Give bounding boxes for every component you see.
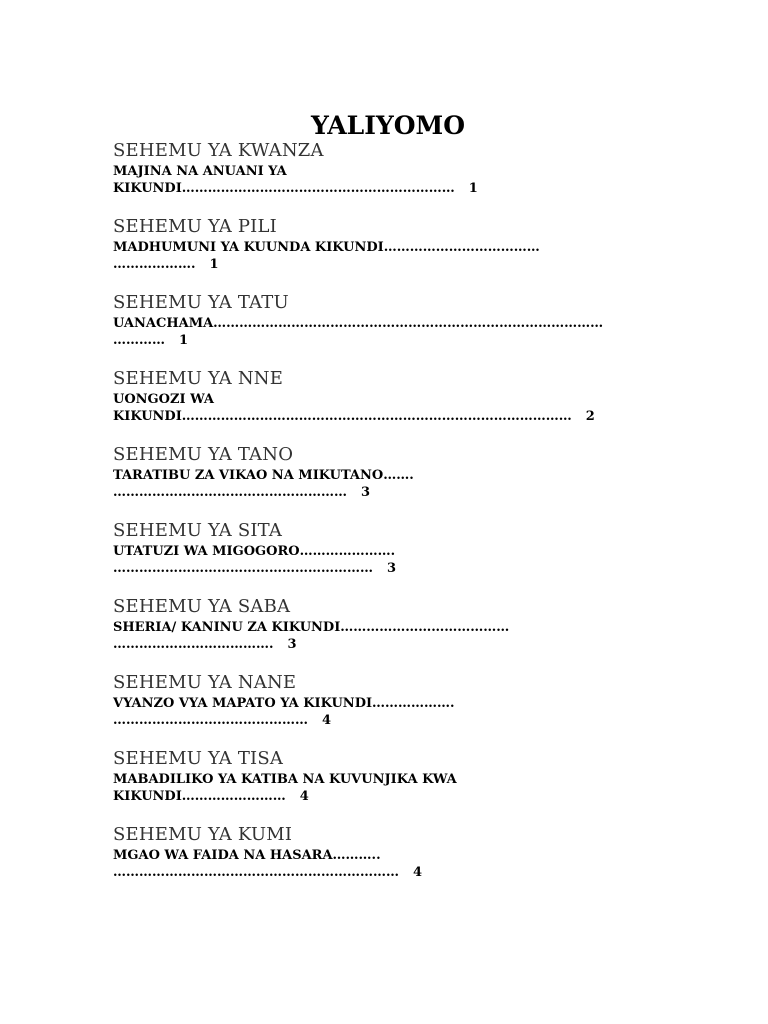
- toc-entry-line: MADHUMUNI YA KUUNDA KIKUNDI………………………………: [113, 240, 540, 255]
- toc-section-10: [113, 823, 673, 899]
- toc-entry-line: VYANZO VYA MAPATO YA KIKUNDI……………….: [113, 696, 455, 711]
- toc-page-number: 1: [468, 181, 478, 196]
- toc-entry-line: SHERIA/ KANINU ZA KIKUNDI…………………………………: [113, 620, 510, 635]
- toc-entry-text: ………………………………………………: [113, 485, 347, 500]
- toc-page-number: 2: [585, 409, 595, 424]
- toc-entry-text: KIKUNDI………………………………………………………: [113, 181, 455, 196]
- section-heading: SEHEMU YA TATU: [113, 292, 289, 313]
- section-heading: SEHEMU YA PILI: [113, 216, 277, 237]
- section-heading: SEHEMU YA SABA: [113, 596, 291, 617]
- toc-entry-line-leader: [113, 256, 673, 273]
- toc-entry-line-leader: [113, 484, 673, 501]
- toc-entry-line: UONGOZI WA: [113, 392, 214, 407]
- toc-entry-text: …………: [113, 333, 165, 348]
- toc-section-5: [113, 443, 673, 519]
- toc-page-number: 1: [209, 257, 219, 272]
- document-title: YALIYOMO: [311, 111, 465, 140]
- toc-page-number: 3: [287, 637, 297, 652]
- toc-entry-text: ……………………………………………………: [113, 561, 373, 576]
- toc-entry-text: ……………….: [113, 257, 196, 272]
- toc-section-2: [113, 215, 673, 291]
- toc-page-number: 4: [413, 865, 423, 880]
- toc-page-number: 3: [361, 485, 371, 500]
- section-heading: SEHEMU YA TISA: [113, 748, 284, 769]
- toc-entry-text: …………………………………………………………: [113, 865, 399, 880]
- toc-section-1: [113, 139, 673, 215]
- toc-entry-line-leader: [113, 788, 673, 805]
- section-heading: SEHEMU YA NNE: [113, 368, 284, 389]
- toc-section-4: [113, 367, 673, 443]
- section-heading: SEHEMU YA NANE: [113, 672, 297, 693]
- section-heading: SEHEMU YA SITA: [113, 520, 283, 541]
- table-of-contents: [113, 139, 673, 899]
- toc-entry-line: UANACHAMA………………………………………………………………………………: [113, 316, 604, 331]
- toc-entry-line-leader: [113, 560, 673, 577]
- toc-entry-line-leader: [113, 636, 673, 653]
- toc-page-number: 4: [322, 713, 332, 728]
- toc-section-9: [113, 747, 673, 823]
- toc-entry-line-leader: [113, 180, 673, 197]
- section-heading: SEHEMU YA KUMI: [113, 824, 293, 845]
- toc-entry-line-leader: [113, 408, 673, 425]
- toc-section-7: [113, 595, 673, 671]
- toc-entry-line-leader: [113, 332, 673, 349]
- section-heading: SEHEMU YA TANO: [113, 444, 294, 465]
- toc-entry-text: KIKUNDI………………………………………………………………………………: [113, 409, 572, 424]
- toc-entry-line-leader: [113, 864, 673, 881]
- toc-entry-text: KIKUNDI……………………: [113, 789, 286, 804]
- toc-page-number: 3: [387, 561, 397, 576]
- toc-entry-line: MGAO WA FAIDA NA HASARA………..: [113, 848, 381, 863]
- toc-page-number: 4: [299, 789, 309, 804]
- toc-entry-text: ……………………………….: [113, 637, 274, 652]
- toc-section-8: [113, 671, 673, 747]
- toc-section-3: [113, 291, 673, 367]
- toc-section-6: [113, 519, 673, 595]
- toc-entry-line: MABADILIKO YA KATIBA NA KUVUNJIKA KWA: [113, 772, 457, 787]
- toc-entry-text: ………………………………………: [113, 713, 308, 728]
- toc-entry-line: TARATIBU ZA VIKAO NA MIKUTANO…….: [113, 468, 414, 483]
- section-heading: SEHEMU YA KWANZA: [113, 140, 324, 161]
- toc-entry-line-leader: [113, 712, 673, 729]
- toc-entry-line: UTATUZI WA MIGOGORO………………….: [113, 544, 396, 559]
- toc-page-number: 1: [179, 333, 189, 348]
- toc-entry-line: MAJINA NA ANUANI YA: [113, 164, 287, 179]
